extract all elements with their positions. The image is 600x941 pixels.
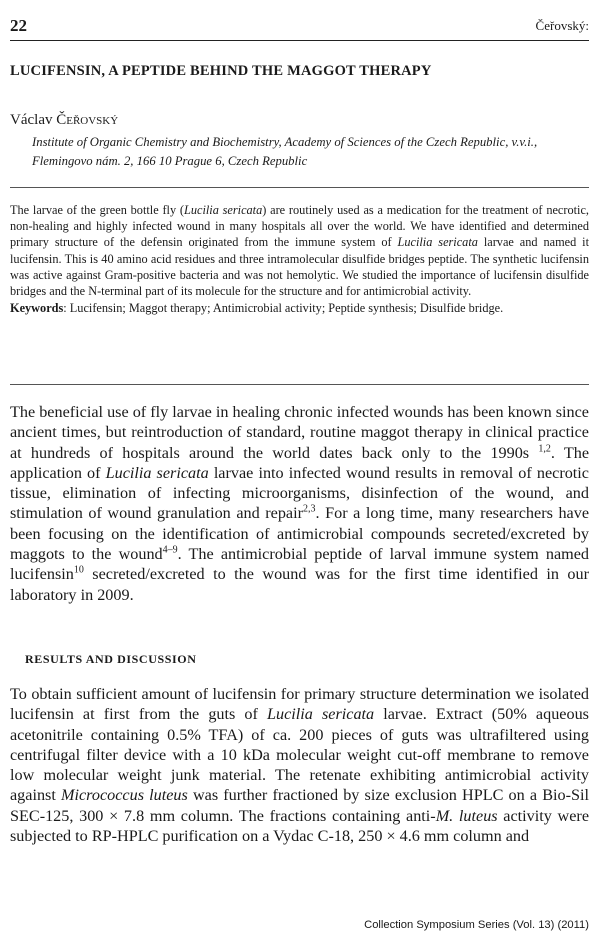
journal-footer: Collection Symposium Series (Vol. 13) (2011) bbox=[364, 919, 589, 931]
paper-title: LUCIFENSIN, A PEPTIDE BEHIND THE MAGGOT THERAPY bbox=[10, 63, 432, 79]
author-last-name: Čeřovský bbox=[56, 112, 119, 128]
affiliation bbox=[32, 133, 589, 171]
abstract-text: The larvae of the green bottle fly (Lucilia sericata) are routinely used as a medication for the treatment of necrotic, non-healing and highly infected wound in many hospitals all over the world. We have identified and determined primary structure of the defensin originated from the immune system of Lucilia sericata larvae and named it lucifensin. This is 40 amino acid residues and three intramolecular disulfide bridges peptide. The synthetic lucifensin was active against Gram-positive bacteria and was not hemolytic. We studied the importance of lucifensin disulfide bridges and the N-terminal part of its molecule for the structure and for antimicrobial activity. bbox=[10, 203, 589, 299]
citation: 4–9 bbox=[162, 544, 178, 556]
abstract bbox=[10, 202, 589, 316]
page-number: 22 bbox=[10, 16, 27, 35]
affiliation-line-1: Institute of Organic Chemistry and Biochemistry, Academy of Sciences of the Czech Republic, v.v.i., bbox=[32, 135, 538, 149]
citation: 2,3 bbox=[303, 504, 316, 516]
citation: 10 bbox=[73, 564, 84, 576]
introduction-paragraph: The beneficial use of fly larvae in healing chronic infected wounds has been known since ancient times, but reintroduction of standard, routine maggot therapy in clinical practice at hundreds of hospitals around the world dates back only to the 1990s $^{1,2}$. The application of Lucilia sericata larvae into infected wound results in removal of necrotic tissue, elimination of infecting microorganisms, disinfection of the wound, and stimulation of wound granulation and repair$^{2,3}$. For a long time, many researchers have been focusing on the identification of antimicrobial compounds secreted/excreted by maggots to the wound$^{4-9}$. The antimicrobial peptide of larval immune system named lucifensin$^{10}$ secreted/excreted to the wound was for the first time identified in our laboratory in 2009. bbox=[10, 403, 590, 604]
author-first-name: Václav bbox=[10, 112, 53, 128]
citation: 1,2 bbox=[538, 443, 551, 455]
section-heading: RESULTS AND DISCUSSION bbox=[25, 652, 197, 666]
abstract-bottom-rule bbox=[10, 384, 589, 385]
running-head: Čeřovský: bbox=[535, 18, 589, 33]
paper-page bbox=[10, 0, 589, 941]
header-rule bbox=[10, 40, 589, 41]
keywords: Keywords: Lucifensin; Maggot therapy; Antimicrobial activity; Peptide synthesis; Disulfide bridge. bbox=[10, 301, 504, 316]
author bbox=[10, 112, 118, 129]
keywords-label: Keywords bbox=[10, 301, 64, 316]
results-paragraph: To obtain sufficient amount of lucifensin for primary structure determination we isolated lucifensin at first from the guts of Lucilia sericata larvae. Extract (50% aqueous acetonitrile containing 0.5% TFA) of ca. 200 pieces of guts was ultrafiltered using centrifugal filter device with a 10 kDa molecular weight cut-off membrane to remove low molecular weight junk material. The retenate exhibiting antimicrobial activity against Micrococcus luteus was further fractioned by size exclusion HPLC on a Bio-Sil SEC-125, 300 × 7.8 mm column. The fractions containing anti-M. luteus activity were subjected to RP-HPLC purification on a Vydac C-18, 250 × 4.6 mm column and bbox=[10, 685, 589, 846]
abstract-top-rule bbox=[10, 187, 589, 188]
page-header bbox=[10, 14, 589, 36]
affiliation-line-2: Flemingovo nám. 2, 166 10 Prague 6, Czech Republic bbox=[32, 154, 308, 168]
